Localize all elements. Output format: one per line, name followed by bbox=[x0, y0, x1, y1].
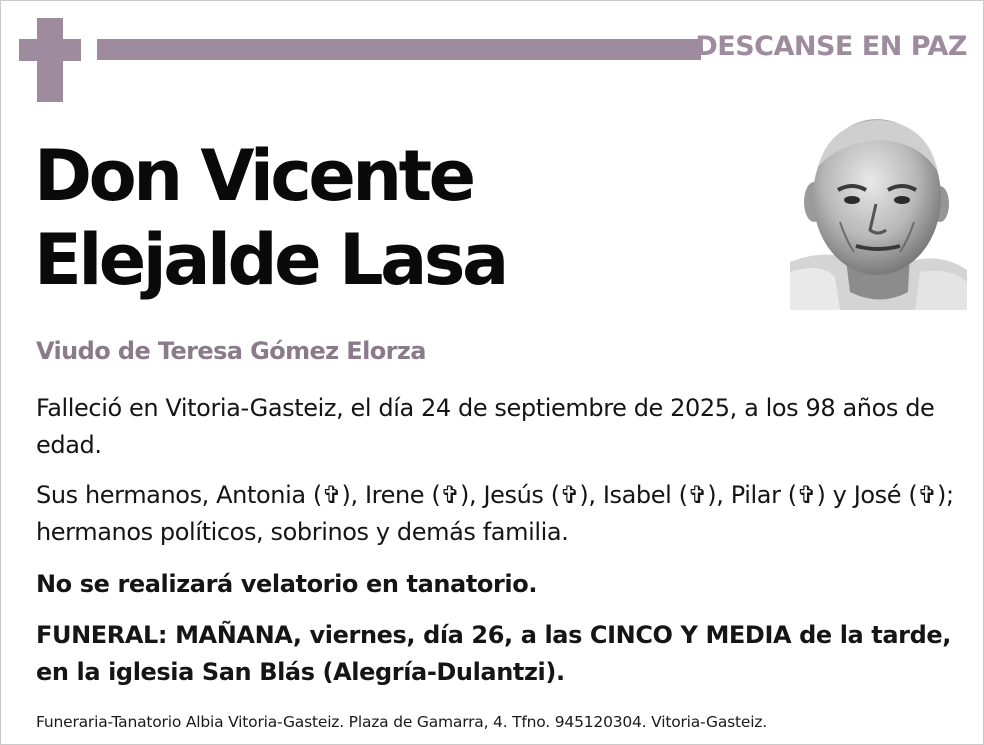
header-bar bbox=[97, 39, 701, 60]
wake-notice: No se realizará velatorio en tanatorio. bbox=[36, 570, 538, 598]
death-notice-text: Falleció en Vitoria-Gasteiz, el día 24 de septiembre de 2025, a los 98 años de edad. bbox=[36, 394, 935, 459]
name-line-1: Don Vicente bbox=[34, 135, 473, 217]
widower-of: Viudo de Teresa Gómez Elorza bbox=[36, 337, 426, 365]
family-text: Sus hermanos, Antonia (✞), Irene (✞), Jesús (✞), Isabel (✞), Pilar (✞) y José (✞); hermanos políticos, sobrinos y demás familia. bbox=[36, 481, 954, 546]
deceased-name bbox=[34, 134, 506, 302]
funeral-notice: FUNERAL: MAÑANA, viernes, día 26, a las CINCO Y MEDIA de la tarde, en la iglesia San Blás (Alegría-Dulantzi). bbox=[36, 621, 951, 686]
portrait-photo bbox=[790, 112, 967, 310]
header-label: DESCANSE EN PAZ bbox=[695, 31, 967, 62]
name-line-2: Elejalde Lasa bbox=[34, 219, 506, 301]
funeral-home-footer: Funeraria-Tanatorio Albia Vitoria-Gasteiz. Plaza de Gamarra, 4. Tfno. 945120304. Vitoria-Gasteiz. bbox=[36, 713, 768, 731]
